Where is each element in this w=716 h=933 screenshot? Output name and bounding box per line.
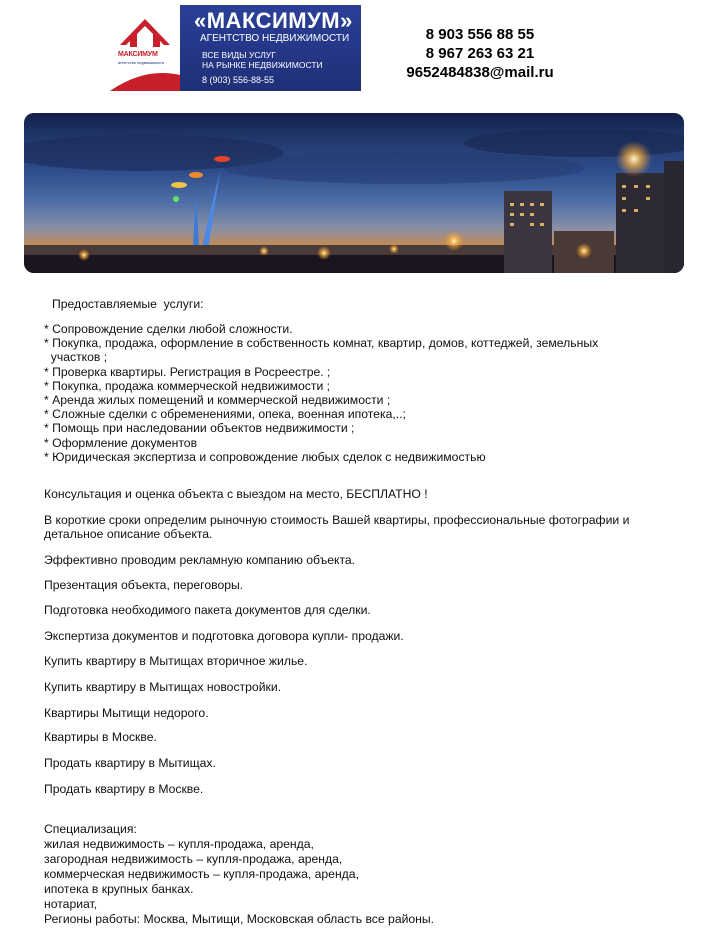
city-skyline-illustration bbox=[24, 113, 684, 273]
specialization-line: ипотека в крупных банках. bbox=[44, 882, 194, 896]
agency-logo bbox=[110, 5, 361, 91]
emblem-text: МАКСИМУМ bbox=[118, 51, 158, 58]
moscow-apartments-link: Квартиры в Москве. bbox=[44, 730, 157, 744]
logo-title: «МАКСИМУМ» bbox=[194, 8, 353, 33]
list-item: * Юридическая экспертиза и сопровождение любых сделок с недвижимостью bbox=[44, 449, 486, 464]
presentation-text: Презентация объекта, переговоры. bbox=[44, 578, 244, 592]
valuation-text-line1: В короткие сроки определим рыночную стоимость Вашей квартиры, профессиональные фотографии и bbox=[44, 513, 630, 527]
specialization-line: нотариат, bbox=[44, 897, 98, 911]
contact-phone-1[interactable]: 8 903 556 88 55 bbox=[425, 26, 535, 43]
specialization-block bbox=[44, 822, 434, 927]
buy-secondary-link: Купить квартиру в Мытищах вторичное жилье. bbox=[44, 654, 308, 668]
contact-email[interactable]: 9652484838@mail.ru bbox=[406, 64, 554, 81]
logo-services-line1: ВСЕ ВИДЫ УСЛУГ bbox=[202, 50, 276, 60]
free-consultation-text: Консультация и оценка объекта с выездом на место, БЕСПЛАТНО ! bbox=[44, 487, 428, 501]
list-item: * Покупка, продажа, оформление в собственность комнат, квартир, домов, коттеджей, земельных bbox=[44, 336, 599, 351]
services-list bbox=[44, 322, 598, 464]
buy-newbuild-link: Купить квартиру в Мытищах новостройки. bbox=[44, 680, 282, 694]
city-night-banner bbox=[24, 113, 684, 273]
logo-subtitle: АГЕНТСТВО НЕДВИЖИМОСТИ bbox=[200, 33, 350, 44]
sell-mytishchi-link: Продать квартиру в Мытищах. bbox=[44, 756, 216, 770]
house-icon bbox=[110, 5, 180, 91]
emblem-subtext: агентство недвижимости bbox=[118, 60, 165, 65]
list-item: * Аренда жилых помещений и коммерческой недвижимости ; bbox=[44, 393, 391, 408]
valuation-text-line2: детальное описание объекта. bbox=[44, 527, 213, 541]
list-item: * Оформление документов bbox=[44, 435, 198, 450]
logo-services bbox=[202, 50, 323, 70]
documents-text: Подготовка необходимого пакета документов для сделки. bbox=[44, 603, 371, 617]
advertising-text: Эффективно проводим рекламную компанию объекта. bbox=[44, 553, 356, 567]
services-intro: Предоставляемые услуги: bbox=[52, 297, 204, 311]
list-item: * Сопровождение сделки любой сложности. bbox=[44, 322, 293, 336]
logo-services-line2: НА РЫНКЕ НЕДВИЖИМОСТИ bbox=[202, 60, 323, 70]
list-item: * Проверка квартиры. Регистрация в Росреестре. ; bbox=[44, 364, 331, 379]
cheap-apartments-link: Квартиры Мытищи недорого. bbox=[44, 706, 209, 720]
specialization-line: коммерческая недвижимость – купля-продажа, аренда, bbox=[44, 867, 359, 881]
sell-moscow-link: Продать квартиру в Москве. bbox=[44, 782, 204, 796]
contacts bbox=[390, 25, 570, 82]
contact-phone-2[interactable]: 8 967 263 63 21 bbox=[425, 45, 535, 62]
expertise-text: Экспертиза документов и подготовка договора купли- продажи. bbox=[44, 629, 404, 643]
list-item: участков ; bbox=[44, 350, 108, 365]
specialization-line: Регионы работы: Москва, Мытищи, Московская область все районы. bbox=[44, 912, 435, 926]
specialization-heading: Специализация: bbox=[44, 822, 137, 836]
logo-phone: 8 (903) 556-88-55 bbox=[202, 75, 275, 85]
specialization-line: жилая недвижимость – купля-продажа, аренда, bbox=[44, 837, 314, 851]
specialization-line: загородная недвижимость – купля-продажа, аренда, bbox=[44, 852, 343, 866]
logo-emblem bbox=[110, 5, 180, 91]
list-item: * Покупка, продажа коммерческой недвижимости ; bbox=[44, 378, 331, 393]
list-item: * Сложные сделки с обременениями, опека, военная ипотека,..; bbox=[44, 407, 406, 422]
list-item: * Помощь при наследовании объектов недвижимости ; bbox=[44, 421, 355, 436]
